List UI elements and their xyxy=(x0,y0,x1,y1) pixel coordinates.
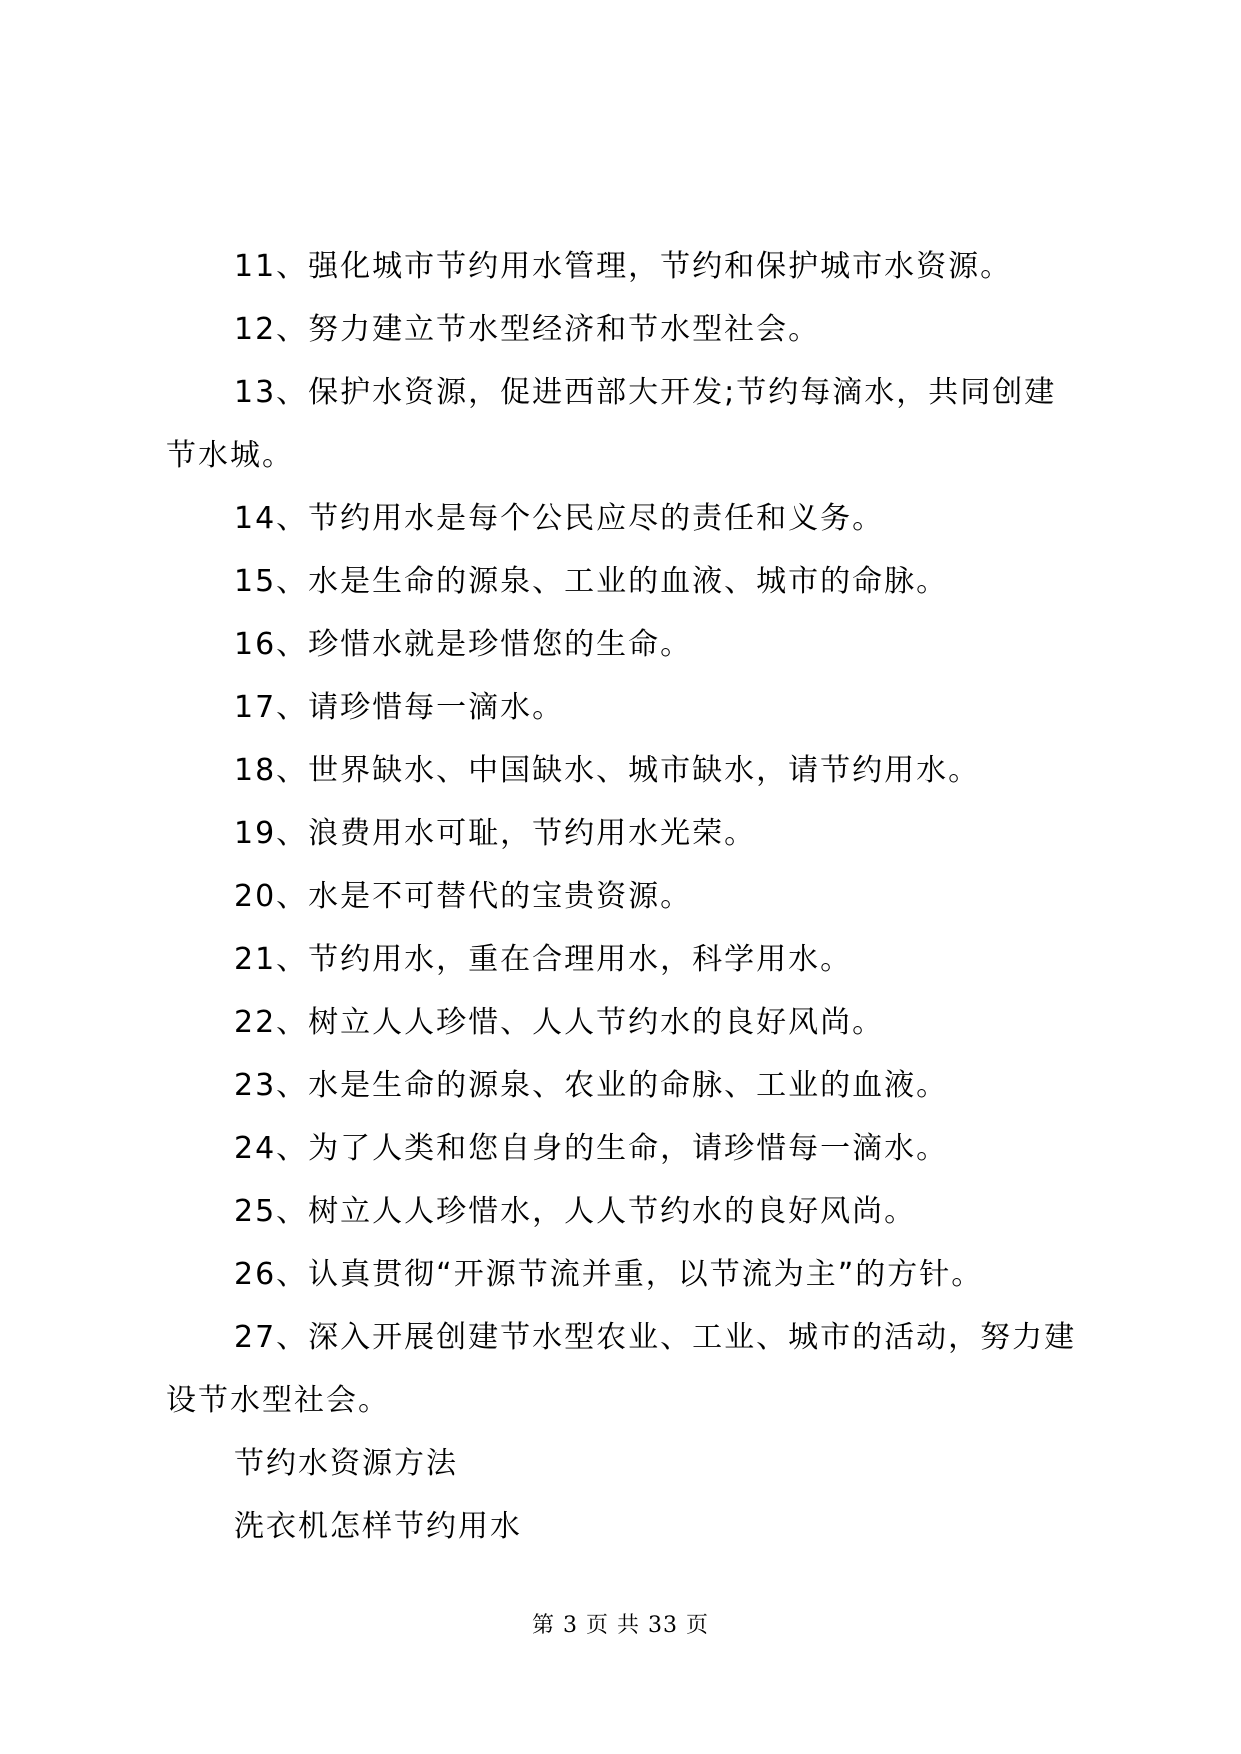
paragraph: 17、请珍惜每一滴水。 xyxy=(234,690,565,725)
document-body xyxy=(166,235,1086,1558)
paragraph: 23、水是生命的源泉、农业的命脉、工业的血液。 xyxy=(234,1068,949,1103)
paragraph: 13、保护水资源，促进西部大开发;节约每滴水，共同创建节水城。 xyxy=(166,375,1057,473)
paragraph: 26、认真贯彻“开源节流并重，以节流为主”的方针。 xyxy=(234,1257,984,1292)
paragraph: 16、珍惜水就是珍惜您的生命。 xyxy=(234,627,693,662)
paragraph: 21、节约用水，重在合理用水，科学用水。 xyxy=(234,942,853,977)
page-number-footer: 第 3 页 共 33 页 xyxy=(532,1613,709,1638)
paragraph: 20、水是不可替代的宝贵资源。 xyxy=(234,879,693,914)
paragraph: 15、水是生命的源泉、工业的血液、城市的命脉。 xyxy=(234,564,949,599)
paragraph: 27、深入开展创建节水型农业、工业、城市的活动，努力建设节水型社会。 xyxy=(166,1320,1077,1418)
paragraph: 18、世界缺水、中国缺水、城市缺水，请节约用水。 xyxy=(234,753,981,788)
paragraph: 11、强化城市节约用水管理，节约和保护城市水资源。 xyxy=(234,249,1013,284)
paragraph: 22、树立人人珍惜、人人节约水的良好风尚。 xyxy=(234,1005,885,1040)
paragraph: 25、树立人人珍惜水，人人节约水的良好风尚。 xyxy=(234,1194,917,1229)
section-heading: 洗衣机怎样节约用水 xyxy=(234,1509,522,1544)
section-heading: 节约水资源方法 xyxy=(234,1446,458,1481)
paragraph: 24、为了人类和您自身的生命，请珍惜每一滴水。 xyxy=(234,1131,949,1166)
paragraph: 19、浪费用水可耻，节约用水光荣。 xyxy=(234,816,757,851)
paragraph: 12、努力建立节水型经济和节水型社会。 xyxy=(234,312,821,347)
paragraph: 14、节约用水是每个公民应尽的责任和义务。 xyxy=(234,501,885,536)
